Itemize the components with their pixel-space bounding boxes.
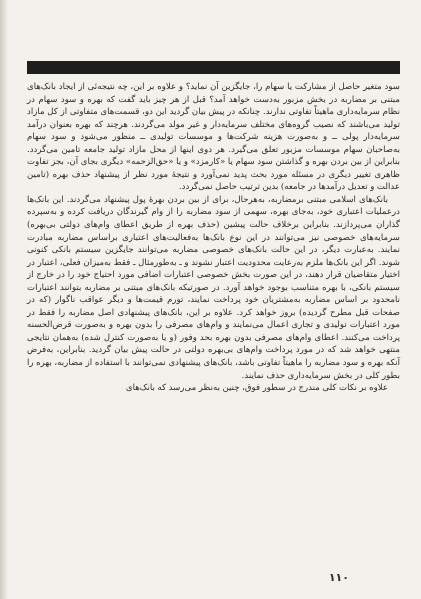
paragraph-2: بانک‌های اسلامی مبتنی برمضاربه، به‌هرحال، برای از بین بردن بهرهٔ پول پیشنهاد می‌گردند. این بانک‌ها درعملیات اعتباری خود، به‌جای بهره، سهمی از سود مضاربه را از وام گیرندگان دریافت کرده و به‌سپرده گذاران می‌پردازند. بنابراین برخلاف حالت پیشین (حذف بهره از طریق اعطای وام‌های دولتی بی‌بهره) سرمایه‌های خصوصی نیز می‌توانند در این نوع بانک‌ها به‌فعالیت‌های اعتباری براساس مضاربه مبادرت نمایند. به‌عبارت دیگر، در این حالت بانک‌های خصوصی مضاربه می‌توانند جایگزین سیستم بانکی کنونی شوند. اگر این بانک‌ها ملزم به‌رعایت محدودیت اعتبار نشوند و ـ به‌طورمثال ـ فقط به‌میزان فعلی، اعتبار در اختیار متقاضیان قرار دهند، در این صورت بخش خصوصی اعتبارات اضافی مورد احتیاج خود را در خارج از سیستم بانکی، با بهره متناسب بوجود خواهد آورد. در صورتیکه بانک‌های مبتنی بر مضاربه بتوانند اعتبارات نامحدود بر اساس مضاربه به‌مشتریان خود پرداخت نمایند، تورم قیمت‌ها و دیگر عواقب ناگوار (که در صفحات قبل مطرح گردیده) بروز خواهد کرد. علاوه بر این، بانک‌های پیشنهادی اصل مضاربه را فقط در مورد اعتبارات تولیدی و تجاری اعمال می‌نمایند و وام‌های مصرفی را بدون بهره و به‌صورت قرض‌الحسنه پرداخت می‌کنند. اعطای وام‌های مصرفی بدون بهره بحد وفور (و یا به‌صورت کنترل شده) به‌همان نتایجی منتهی خواهد شد که در مورد پرداخت وام‌های بی‌بهره دولتی در حالت پیش بیان گردید. بنابراین، به‌فرض آنکه بهره و سود مضاربه را ماهیتاً تفاوتی باشد، بانک‌های پیشنهادی نمی‌توانند با استفاده از مضاربه، بهره را بطور کلی در بخش سرمایه‌داری حذف نمایند. — [27, 194, 400, 381]
paragraph-3: علاوه بر نکات کلی مندرج در سطور فوق، چنین به‌نظر می‌رسد که بانک‌های — [125, 383, 388, 394]
header-rule-bar — [27, 61, 400, 74]
body-text — [27, 81, 400, 395]
page-number: ۱۱۰ — [328, 571, 349, 584]
paragraph-1: سود متغیر حاصل از مشارکت یا سهام را، جایگزین آن نماید؟ و علاوه بر این، چه نتیجه‌ئی از ایجاد بانک‌های مبتنی بر مضاربه در بخش مزبور به‌دست خواهد آمد؟ قبل از هر چیز باید گفت که بهره و سود سهام در نظام سرمایه‌داری ماهیتاً تفاوتی ندارند. چنانکه در پیش بیان گردید این دو، قسمت‌های متفاوتی از کل مازاد تولید می‌باشند که نصیب گروه‌های مختلف سرمایه‌دار و غیر مولد می‌گردند. هرچند که بهره بعنوان درآمد سرمایه‌دار پولی ــ و به‌صورت هزینه شرکت‌ها و موسسات تولیدی ــ منظور می‌شود و سود سهام به‌صاحبان سهام موسسات مزبور تعلق می‌گیرد. هر دوی اینها از محل مازاد تولید جامعه تامین می‌گردد. بنابراین از بین بردن بهره و گذاشتن سود سهام یا «کارمزد» و یا «حق‌الزحمه» دیگری بجای آن، بجز تفاوت ظاهری تغییر دیگری در مسئله مورد بحث پدید نمی‌آورد و نتیجهٔ مورد نظر از پیشنهاد حذف بهره (تامین عدالت و تعدیل درآمدها در جامعه) بدین ترتیب حاصل نمی‌گردد. — [27, 82, 400, 193]
